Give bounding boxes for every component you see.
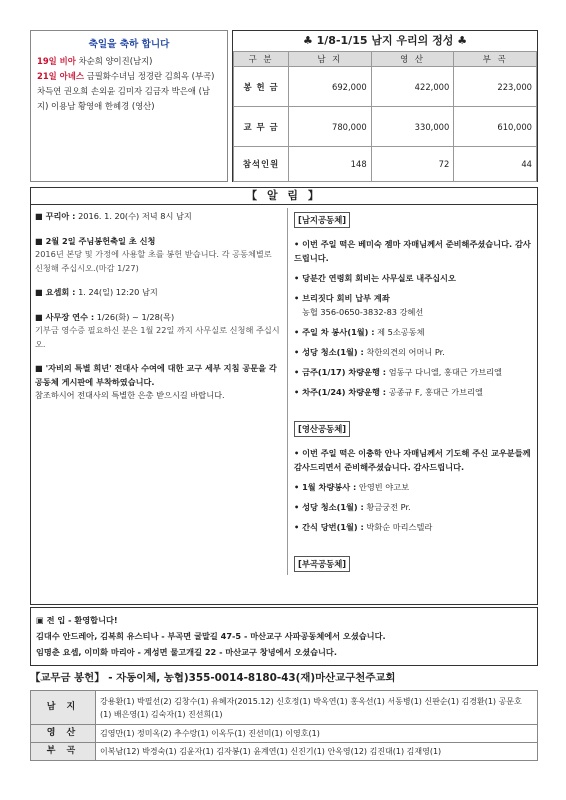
- newcomers-box: [30, 607, 538, 666]
- pledge-row-bugok: [31, 743, 538, 761]
- namji-item-text: 공종규 F, 홍대근 가브리엘: [388, 387, 483, 397]
- announcement-training: [35, 311, 281, 352]
- feast-names-19: 차순희 양이진(남지): [78, 56, 153, 66]
- yeongsan-item-text: 황금궁전 Pr.: [366, 502, 411, 512]
- namji-item: [294, 365, 533, 379]
- announcement-title: ■ '자비의 특별 희년' 전대사 수여에 대한 교구 세부 지침 공문을 각 공동체 게시판에 부착하였습니다.: [35, 363, 277, 387]
- namji-item: [294, 385, 533, 399]
- namji-item-title: • 주일 차 봉사(1월) :: [294, 327, 375, 337]
- announcement-text: 1/26(화) ~ 1/28(목): [96, 311, 175, 322]
- namji-item-title: • 금주(1/17) 차량운행 :: [294, 367, 387, 377]
- feast-names-21: 금필화수녀님 정경란 김희옥 (부곡) 차득연 권오희 손외윤 김미자 김금자 박은애 (남지) 이용남 황영애 한혜경 (영산): [37, 71, 215, 111]
- announcement-title: ■ 요셉회 :: [35, 287, 76, 297]
- offering-header-cell: 부 곡: [454, 52, 537, 67]
- announcement-text: 2016. 1. 20(수) 저녁 8시 남지: [78, 211, 192, 221]
- yeongsan-item: [294, 480, 533, 494]
- feast-line-2: [37, 69, 221, 114]
- namji-item: [294, 325, 533, 339]
- offering-row-label: 봉 헌 금: [234, 67, 289, 107]
- announcement-jubilee: [35, 362, 281, 403]
- pledge-names: 강용환(1) 박필선(2) 김창수(1) 유혜자(2015.12) 신호정(1) 박옥연(1) 홍옥선(1) 서동병(1) 신판순(1) 김경환(1) 공문호(1) 배은영(1) 김숙자(1) 진선희(1): [96, 691, 538, 725]
- announcement-text: 기부금 영수증 필요하신 분은 1월 22일 까지 사무실로 신청해 주십시오.: [35, 325, 280, 349]
- namji-item-text: 착한의견의 어머니 Pr.: [366, 347, 445, 357]
- offering-header-cell: 남 지: [289, 52, 372, 67]
- namji-item: • 당분간 연령회 회비는 사무실로 내주십시오: [294, 273, 456, 283]
- offering-table: [233, 51, 537, 182]
- yeongsan-item-title: • 성당 청소(1월) :: [294, 502, 364, 512]
- section-yeongsan: [영산공동체]: [294, 421, 350, 437]
- offering-row-attendance: [234, 147, 537, 182]
- offering-value: 72: [371, 147, 454, 182]
- namji-item: [294, 291, 533, 319]
- newcomers-title: ▣ 전 입 - 환영합니다!: [36, 615, 118, 625]
- announcement-curia: [35, 210, 281, 224]
- offering-box: [232, 30, 538, 182]
- announcement-title: ■ 2월 2일 주님봉헌축일 초 신청: [35, 235, 156, 246]
- namji-item-text: 제 5소공동체: [377, 327, 425, 337]
- offering-value: 330,000: [371, 107, 454, 147]
- section-namji: [남지공동체]: [294, 212, 350, 228]
- offering-value: 780,000: [289, 107, 372, 147]
- announcement-text: 1. 24(일) 12:20 남지: [78, 287, 158, 297]
- yeongsan-item-text: 안영빈 야고보: [358, 482, 409, 492]
- pledge-row-namji: [31, 691, 538, 725]
- pledge-title-main: 【교무금 봉헌】: [30, 672, 105, 684]
- namji-item-title: • 차주(1/24) 차량운행 :: [294, 387, 387, 397]
- announcements-left-column: [35, 208, 281, 403]
- announcements-box: [30, 187, 538, 605]
- announcement-text: 참조하시어 전대사의 특별한 은총 받으시길 바랍니다.: [35, 390, 225, 400]
- offering-title: ♣ 1/8-1/15 남지 우리의 정성 ♣: [302, 34, 468, 47]
- feast-title: 축일을 축하 합니다: [88, 39, 170, 50]
- offering-row-label: 참석인원: [234, 147, 289, 182]
- announcement-candles: [35, 235, 281, 276]
- pledge-table: [30, 690, 538, 761]
- namji-item-title: • 브리짓다 회비 납부 계좌: [294, 293, 390, 303]
- namji-item-title: • 성당 청소(1월) :: [294, 347, 364, 357]
- yeongsan-item: • 이번 주일 떡은 이충학 안나 자매님께서 기도해 주신 교우분들께 감사드리면서 준비해주셨습니다. 감사드립니다.: [294, 448, 531, 472]
- announcement-title: ■ 꾸리아 :: [35, 211, 76, 221]
- offering-header-cell: 영 산: [371, 52, 454, 67]
- pledge-region: 영 산: [31, 725, 96, 743]
- yeongsan-item: [294, 520, 533, 534]
- announcements-title: 【 알 림 】: [31, 188, 537, 205]
- newcomers-line: 임명춘 요셉, 이미화 마리아 - 계성면 물고개길 22 - 마산교구 창녕에서 오셨습니다.: [36, 647, 337, 657]
- offering-value: 44: [454, 147, 537, 182]
- announcement-text: 2016년 본당 및 가정에 사용할 초를 봉헌 받습니다. 각 공동체별로 신청해 주십시오.(마감 1/27): [35, 249, 272, 273]
- feast-line-1: [37, 54, 221, 69]
- pledge-region: 부 곡: [31, 743, 96, 761]
- pledge-title-sub: - 자동이체, 농협)355-0014-8180-43(재)마산교구천주교회: [104, 672, 396, 684]
- namji-item: • 이번 주일 떡은 베미숙 젬마 자매님께서 준비해주셨습니다. 감사드립니다.: [294, 239, 531, 263]
- offering-value: 610,000: [454, 107, 537, 147]
- pledge-title: [30, 669, 538, 687]
- offering-header-row: [234, 52, 537, 67]
- section-bugok: [부곡공동체]: [294, 556, 350, 572]
- pledge-row-yeongsan: [31, 725, 538, 743]
- announcement-joseph: [35, 286, 281, 300]
- pledge-names: 김영만(1) 정미옥(2) 추수랑(1) 이옥두(1) 진선미(1) 이영호(1): [96, 725, 538, 743]
- pledge-names: 이복남(12) 박경숙(1) 김윤자(1) 김자봉(1) 윤계연(1) 신진기(1) 안옥영(12) 김진대(1) 김재영(1): [96, 743, 538, 761]
- yeongsan-item: [294, 500, 533, 514]
- yeongsan-item-title: • 1월 차량봉사 :: [294, 482, 357, 492]
- yeongsan-item-text: 박화순 마리스텔라: [366, 522, 433, 532]
- namji-item-text: 농협 356-0650-3832-83 강혜선: [302, 307, 424, 317]
- offering-row-pledge: [234, 107, 537, 147]
- offering-value: 148: [289, 147, 372, 182]
- newcomers-line: 김대수 안드레아, 김복희 유스티나 - 부곡면 굴말길 47-5 - 마산교구 사파공동체에서 오셨습니다.: [36, 631, 386, 641]
- offering-header-cell: 구 분: [234, 52, 289, 67]
- announcements-right-column: [287, 208, 533, 575]
- announcement-title: ■ 사무장 연수 :: [35, 311, 95, 322]
- offering-value: 422,000: [371, 67, 454, 107]
- yeongsan-item-title: • 간식 당번(1월) :: [294, 522, 364, 532]
- feast-date-21: 21일 아녜스: [37, 71, 84, 81]
- offering-row-offertory: [234, 67, 537, 107]
- offering-value: 223,000: [454, 67, 537, 107]
- offering-value: 692,000: [289, 67, 372, 107]
- pledge-region: 남 지: [31, 691, 96, 725]
- feast-box: [30, 30, 228, 182]
- namji-item-text: 엄동구 다니엘, 홍대근 가브리엘: [388, 367, 502, 377]
- namji-item: [294, 345, 533, 359]
- offering-row-label: 교 무 금: [234, 107, 289, 147]
- feast-date-19: 19일 비아: [37, 56, 76, 66]
